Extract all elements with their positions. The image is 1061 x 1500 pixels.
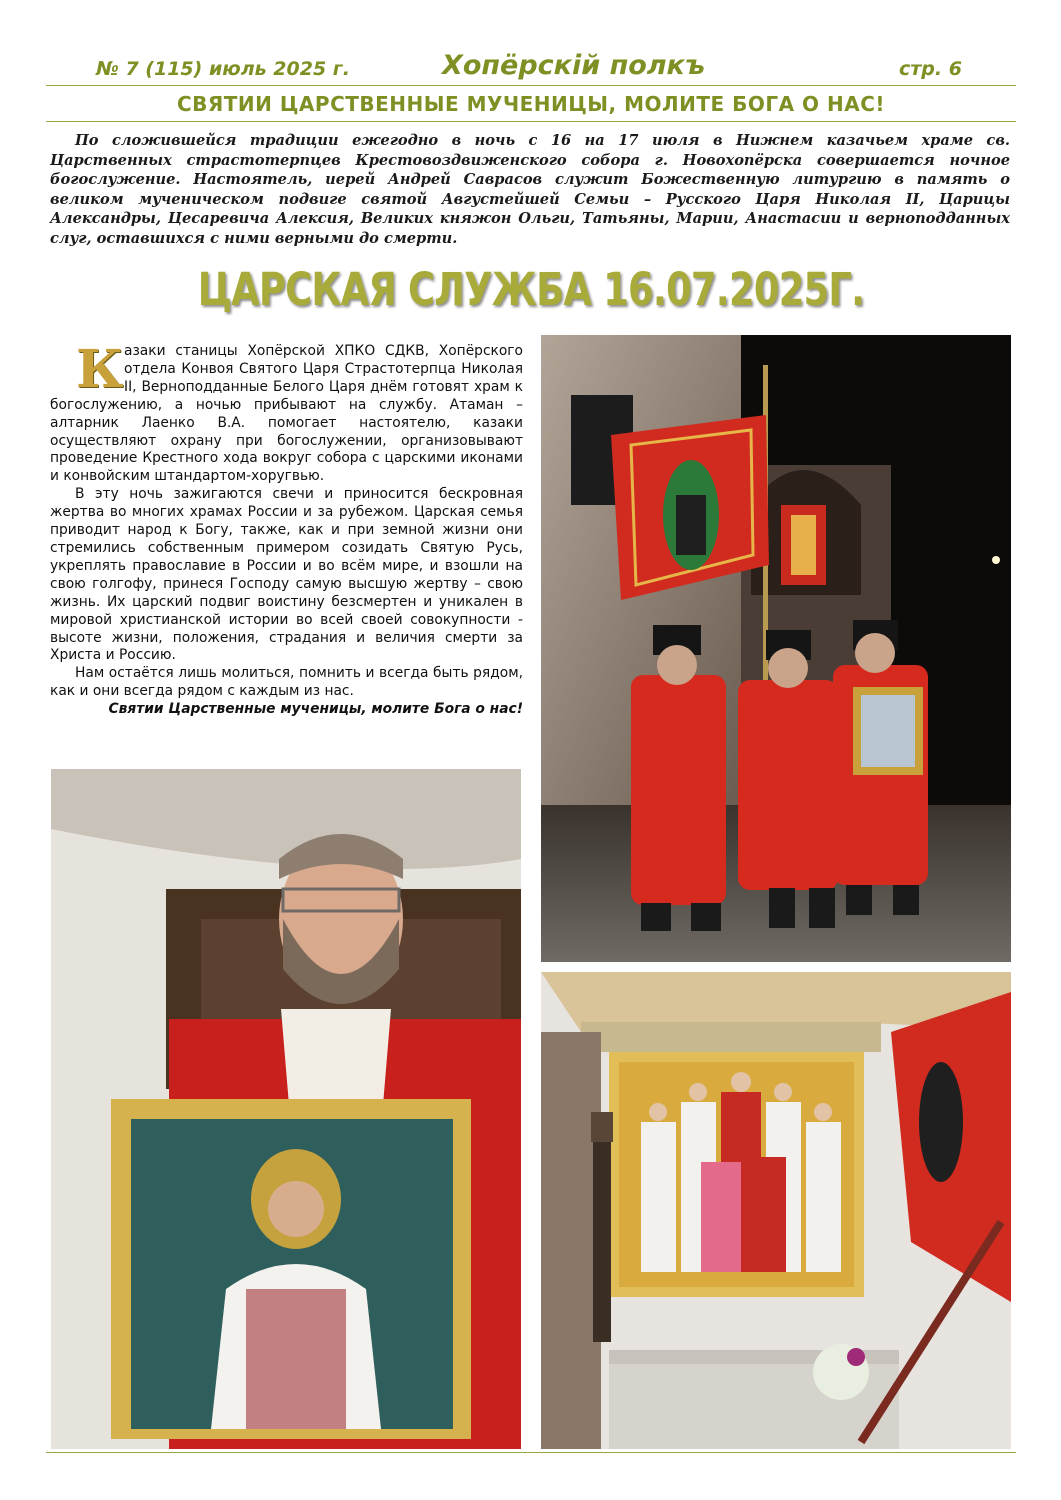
photo-cossacks-banner [541,335,1011,962]
article-body [50,339,523,719]
motto-rule [46,121,1016,122]
page-number: стр. 6 [899,58,962,80]
article-headline: ЦАРСКАЯ СЛУЖБА 16.07.2025Г. [197,263,865,316]
masthead [46,50,1016,86]
issue-number: № 7 (115) июль 2025 г. [96,58,350,80]
photo-icon-niche [541,972,1011,1449]
footer-rule [46,1452,1016,1453]
photo-man-with-icon [51,769,521,1449]
article-paragraph-3: Нам остаётся лишь молиться, помнить и всегда быть рядом, как и они всегда рядом с каждым из нас. [50,665,523,700]
motto: СВЯТИИ ЦАРСТВЕННЫЕ МУЧЕНИЦЫ, МОЛИТЕ БОГА О НАС! [176,92,886,116]
drop-cap: К [76,339,124,400]
article-paragraph-1 [50,339,523,486]
header-rule [46,85,1016,86]
intro-paragraph: По сложившейся традиции ежегодно в ночь с 16 на 17 июля в Нижнем казачьем храме св. Царственных страстотерпцев Крестовоздвиженского собора г. Новохопёрска совершается ночное богослужение. Настоятель, иерей Андрей Саврасов служит Божественную литургию в память о великом мученическом подвиге святой Августейшей Семьи – Русского Царя Николая II, Царицы Александры, Цесаревича Алексия, Великих княжон Ольги, Татьяны, Марии, Анастасии и верноподданных слуг, оставшихся с ними верными до смерти. [50,132,1010,247]
article-closing: Святии Царственные мученицы, молите Бога о нас! [108,701,523,718]
article-paragraph-1-text: азаки станицы Хопёрской ХПКО СДКВ, Хопёрского отдела Конвоя Святого Царя Страстотерпца Николая II, Верноподданные Белого Царя днём готовят храм к богослужению, а ночью прибывают на службу. Атаман – алтарник Лаенко В.А. помогает настоятелю, казаки осуществляют охрану при богослужении, организовывают проведение Крестного хода вокруг собора с царскими иконами и конвойским штандартом-хоругвью. [50,343,523,485]
article-paragraph-2: В эту ночь зажигаются свечи и приносится бескровная жертва во многих храмах России и за рубежом. Царская семья приводит народ к Богу, также, как и при земной жизни они стремились собственным примером созидать Святую Русь, укреплять православие в России и во всём мире, и взошли на свою голгофу, принеся Господу самую высшую жертву – свою жизнь. Их царский подвиг воистину безсмертен и уникален в мировой христианской истории во всей своей совокупности - высоте жизни, положения, страдания и величия смерти за Христа и Россию. [50,486,523,664]
newspaper-title: Хопёрскiй полкъ [442,50,706,81]
